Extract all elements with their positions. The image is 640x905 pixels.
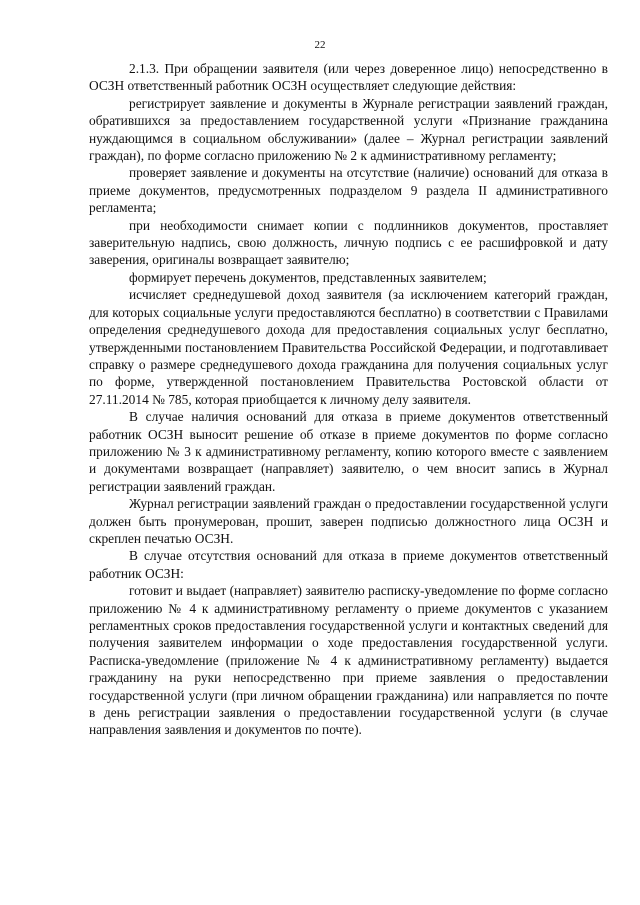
document-body (89, 60, 608, 739)
paragraph-journal-requirements: Журнал регистрации заявлений граждан о предоставлении государственной услуги должен быть пронумерован, прошит, заверен подписью должностного лица ОСЗН и скреплен печатью ОСЗН. (89, 496, 608, 546)
paragraph-receipt-notice: готовит и выдает (направляет) заявителю расписку-уведомление по форме согласно приложению № 4 к административному регламенту о приеме документов с указанием регламентных сроков предоставления государственной услуги и контактных сведений для получения заявителем информации о ходе предоставления государственной услуги. Расписка-уведомление (приложение № 4 к административному регламенту) выдается гражданину на руки непосредственно при приеме заявления о предоставлении государственной услуги (при личном обращении гражданина) или направляется по почте в день регистрации заявления о предоставлении государственной услуги (в случае направления заявления и документов по почте). (89, 583, 608, 738)
paragraph-document-list: формирует перечень документов, представленных заявителем; (129, 269, 487, 285)
paragraph-check-grounds: проверяет заявление и документы на отсутствие (наличие) оснований для отказа в приеме документов, предусмотренных подразделом 9 раздела II административного регламента; (89, 165, 608, 216)
paragraph-no-refusal-case: В случае отсутствия оснований для отказа в приеме документов ответственный работник ОСЗН: (89, 548, 608, 581)
paragraph-refusal-case: В случае наличия оснований для отказа в приеме документов ответственный работник ОСЗН выносит решение об отказе в приеме документов по форме согласно приложению № 3 к административному регламенту, копию которого вместе с заявлением и документами возвращает (направляет) заявителю, о чем вносит запись в Журнал регистрации заявлений граждан. (89, 409, 608, 494)
page-number: 22 (314, 39, 326, 51)
paragraph-copies: при необходимости снимает копии с подлинников документов, проставляет заверительную надпись, свою должность, личную подпись с ее расшифровкой и дату заверения, оригиналы возвращает заявителю; (89, 217, 608, 268)
paragraph-2-1-3-intro: 2.1.3. При обращении заявителя (или через доверенное лицо) непосредственно в ОСЗН ответственный работник ОСЗН осуществляет следующие действия: (89, 61, 608, 94)
paragraph-income-calculation: исчисляет среднедушевой доход заявителя (за исключением категорий граждан, для которых социальные услуги предоставляются бесплатно) в соответствии с Правилами определения среднедушевого дохода для предоставления социальных услуг бесплатно, утвержденными постановлением Правительства Российской Федерации, и подготавливает справку о размере среднедушевого дохода гражданина для получения социальных услуг по форме, утвержденной постановлением Правительства Ростовской области от 27.11.2014 № 785, которая приобщается к личному делу заявителя. (89, 287, 608, 407)
paragraph-registration: регистрирует заявление и документы в Журнале регистрации заявлений граждан, обратившихся за предоставлением государственной услуги «Признание гражданина нуждающимся в социальном обслуживании» (далее – Журнал регистрации заявлений граждан), по форме согласно приложению № 2 к административному регламенту; (89, 95, 608, 164)
